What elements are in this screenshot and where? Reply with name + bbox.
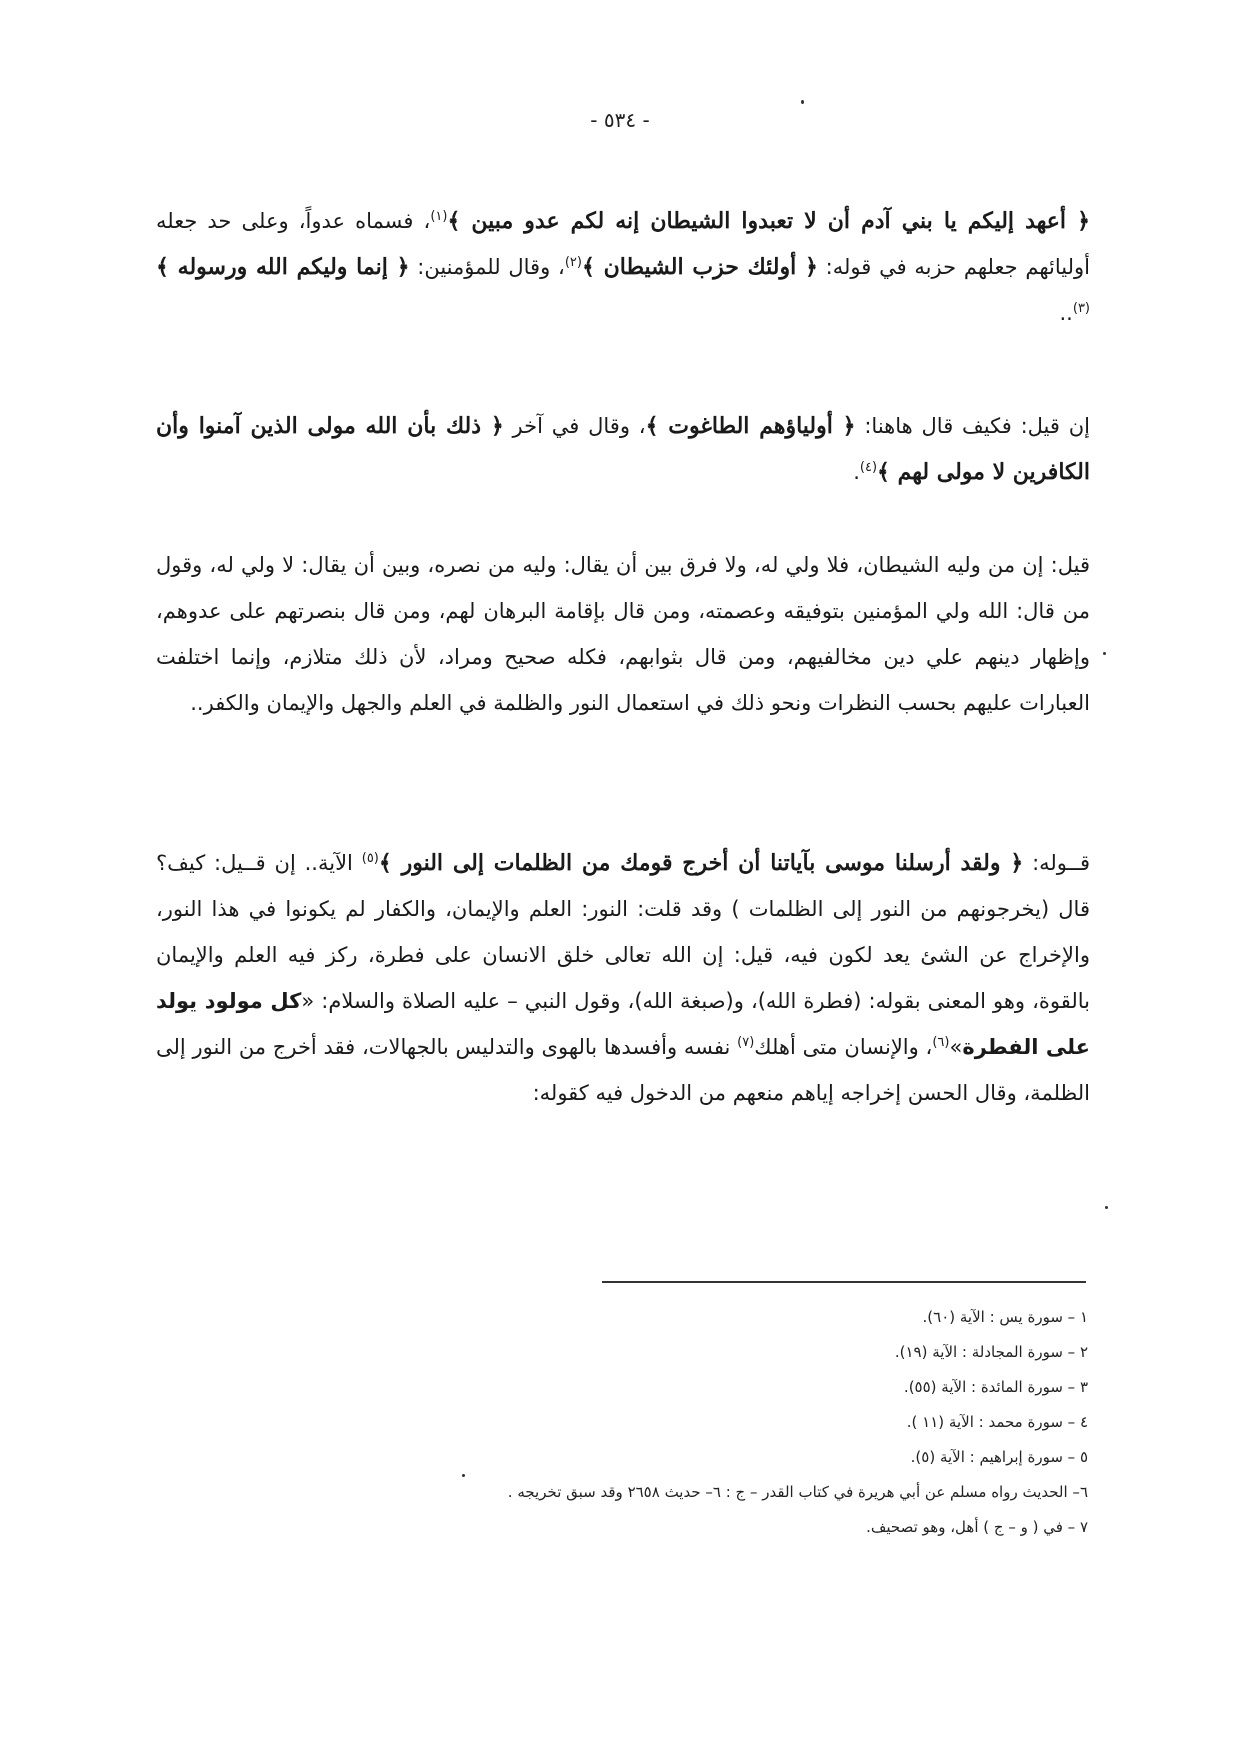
paragraph-text: ، وقال في آخر (503, 414, 646, 438)
quran-verse: ﴿ ولقد أرسلنا موسى بآياتنا أن أخرج قومك من الظلمات إلى النور ﴾ (378, 850, 1024, 876)
scan-speck (1105, 1206, 1108, 1209)
scan-speck (801, 100, 804, 104)
paragraph-text: . (853, 460, 860, 484)
quran-verse: ﴿ إنما وليكم الله ورسوله ﴾ (156, 254, 410, 280)
footnote-ref: (٦) (932, 1035, 950, 1050)
footnote-ref: (٤) (859, 460, 878, 475)
paragraph-text: ، والإنسان متى أهلك (754, 1035, 933, 1059)
scan-speck (1103, 652, 1106, 655)
quran-verse: ﴿ أولياؤهم الطاغوت ﴾ (645, 413, 856, 439)
scan-speck (462, 1474, 465, 1477)
footnote-item: ٧ – في ( و – ج ) أهل، وهو تصحيف. (866, 1518, 1088, 1536)
page-number: - ٥٣٤ - (590, 108, 650, 132)
footnotes-list (128, 1300, 1088, 1545)
quran-verse: ﴿ ذلك بأن الله مولى الذين آمنوا وأن الكافرين لا مولى لهم ﴾ (156, 413, 1090, 485)
paragraph-text: الآية.. إن قــيل: كيف؟ قال (يخرجونهم من النور إلى الظلمات ) وقد قلت: النور: العلم والإيمان، والكفار لم يكونوا في هذا النور، والإخراج عن الشئ يعد لكون فيه، قيل: إن الله تعالى خلق الانسان على فطرة، ركز فيه العلم والإيمان بالقوة، وهو المعنى بقوله: (فطرة الله)، و(صبغة الله)، وقول النبي – عليه الصلاة والسلام: « (156, 851, 1090, 1013)
footnote-ref: (٣) (1072, 301, 1090, 316)
footnote-ref: (٧) (737, 1035, 755, 1050)
footnote-divider (602, 1281, 1086, 1283)
footnote-item: ٢ – سورة المجادلة : الآية (١٩). (894, 1343, 1088, 1361)
footnote-item: ٤ – سورة محمد : الآية (١١ ). (906, 1413, 1088, 1431)
paragraph-2 (156, 403, 1090, 495)
paragraph-text: » (949, 1035, 963, 1059)
paragraph-text: قيل: إن من وليه الشيطان، فلا ولي له، ولا فرق بين أن يقال: وليه من نصره، وبين أن يقال: لا ولي له، وقول من قال: الله ولي المؤمنين بتوفيقه وعصمته، ومن قال بإقامة البرهان لهم، ومن قال بنصرتهم على عدوهم، وإظهار دينهم علي دين مخالفيهم، ومن قال بثوابهم، فكله صحيح ومراد، لأن ذلك متلازم، وإنما اختلفت العبارات عليهم بحسب النظرات ونحو ذلك في استعمال النور والظلمة في العلم والجهل والإيمان والكفر.. (156, 553, 1090, 715)
paragraph-1 (156, 198, 1090, 336)
paragraph-4 (156, 840, 1090, 1116)
paragraph-text: ، وقال للمؤمنين: (409, 255, 565, 279)
quran-verse: ﴿ أولئك حزب الشيطان ﴾ (581, 254, 818, 280)
quran-verse: ﴿ أعهد إليكم يا بني آدم أن لا تعبدوا الشيطان إنه لكم عدو مبين ﴾ (447, 208, 1090, 234)
paragraph-text: إن قيل: فكيف قال هاهنا: (855, 414, 1090, 438)
footnote-item: ١ – سورة يس : الآية (٦٠). (922, 1308, 1088, 1326)
footnote-item: ٥ – سورة إبراهيم : الآية (٥). (910, 1448, 1088, 1466)
paragraph-3 (156, 542, 1090, 726)
paragraph-text: ، فسماه عدواً، وعلى حد جعله أوليائهم جعلهم حزبه في قوله: (156, 209, 1090, 279)
hadith-quote: كل مولود يولد على الفطرة (156, 989, 1091, 1059)
footnote-item: ٦– الحديث رواه مسلم عن أبي هريرة في كتاب القدر – ج : ٦– حديث ٢٦٥٨ وقد سبق تخريجه . (507, 1483, 1088, 1501)
footnote-ref: (١) (430, 209, 448, 224)
paragraph-text: قــوله: (1023, 851, 1090, 875)
footnote-ref: (٥) (361, 851, 379, 866)
footnote-item: ٣ – سورة المائدة : الآية (٥٥). (903, 1378, 1088, 1396)
footnote-ref: (٢) (564, 255, 582, 270)
paragraph-text: نفسه وأفسدها بالهوى والتدليس بالجهالات، فقد أخرج من النور إلى الظلمة، وقال الحسن إخراجه إياهم منعهم من الدخول فيه كقوله: (156, 1035, 1090, 1105)
paragraph-text: .. (1059, 301, 1073, 325)
